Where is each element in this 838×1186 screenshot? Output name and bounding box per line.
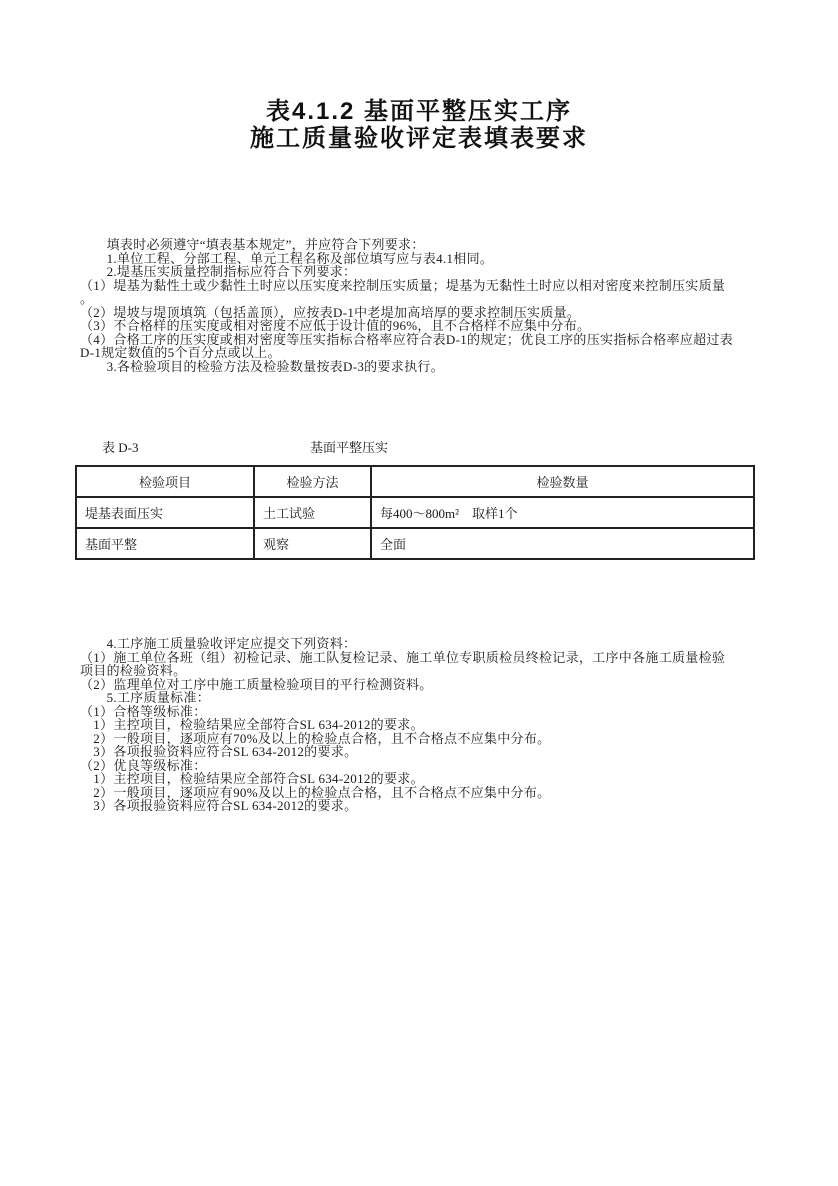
requirement-paragraphs <box>80 637 785 813</box>
intro-paragraphs <box>80 238 785 373</box>
text-line: D-1规定数值的5个百分点或以上。 <box>80 345 281 360</box>
title-line-1: 表4.1.2 基面平整压实工序 <box>265 98 573 125</box>
table-cell: 土工试验 <box>254 497 371 528</box>
text-line: 2）一般项目，逐项应有70%及以上的检验点合格，且不合格点不应集中分布。 <box>80 730 551 746</box>
table-header-cell: 检验数量 <box>371 466 754 497</box>
table-cell: 堤基表面压实 <box>76 497 254 528</box>
table-label: 表 D-3 <box>102 440 139 455</box>
table-row <box>76 528 754 559</box>
text-line: （4）合格工序的压实度或相对密度等压实指标合格率应符合表D-1的规定；优良工序的压实指标合格率应超过表 <box>80 331 734 347</box>
table-header-cell: 检验方法 <box>254 466 371 497</box>
table-cell: 每400～800m² 取样1个 <box>371 497 754 528</box>
inspection-table <box>75 465 755 560</box>
text-line: 1.单位工程、分部工程、单元工程名称及部位填写应与表4.1相同。 <box>80 250 494 266</box>
title-line-2: 施工质量验收评定表填表要求 <box>250 125 588 152</box>
text-line: （2）堤坡与堤顶填筑（包括盖顶），应按表D-1中老堤加高培厚的要求控制压实质量。 <box>80 304 581 320</box>
table-caption-row <box>80 441 758 456</box>
table-header-row <box>76 466 754 497</box>
text-line: 1）主控项目，检验结果应全部符合SL 634-2012的要求。 <box>80 717 424 732</box>
table-cell: 基面平整 <box>76 528 254 559</box>
table-header-cell: 检验项目 <box>76 466 254 497</box>
text-line: （3）不合格样的压实度或相对密度不应低于设计值的96%，且不合格样不应集中分布。 <box>80 318 591 333</box>
text-line: 4.工序施工质量验收评定应提交下列资料： <box>80 636 357 651</box>
text-line: （1）堤基为黏性土或少黏性土时应以压实度来控制压实质量；堤基为无黏性土时应以相对密度来控制压实质量 <box>80 277 726 293</box>
table-cell: 全面 <box>371 528 754 559</box>
table-row <box>76 497 754 528</box>
text-line: 项目的检验资料。 <box>80 663 187 678</box>
text-line: 。 <box>80 291 94 306</box>
text-line: 3）各项报验资料应符合SL 634-2012的要求。 <box>80 798 358 813</box>
text-line: 1）主控项目，检验结果应全部符合SL 634-2012的要求。 <box>80 771 424 786</box>
text-line: 3.各检验项目的检验方法及检验数量按表D-3的要求执行。 <box>80 358 444 374</box>
text-line: 3）各项报验资料应符合SL 634-2012的要求。 <box>80 744 358 759</box>
text-line: 5.工序质量标准： <box>80 690 211 705</box>
text-line: 2）一般项目，逐项应有90%及以上的检验点合格，且不合格点不应集中分布。 <box>80 784 551 800</box>
text-line: （1）合格等级标准： <box>80 703 207 719</box>
text-line: （2）优良等级标准： <box>80 757 207 773</box>
document-title <box>0 98 838 152</box>
text-line: （1）施工单位各班（组）初检记录、施工队复检记录、施工单位专职质检员终检记录，工序中各施工质量检验 <box>80 649 726 665</box>
text-line: （2）监理单位对工序中施工质量检验项目的平行检测资料。 <box>80 676 433 692</box>
table-cell: 观察 <box>254 528 371 559</box>
text-line: 2.堤基压实质量控制指标应符合下列要求： <box>80 264 357 279</box>
table-caption: 基面平整压实 <box>310 440 389 455</box>
text-line: 填表时必须遵守“填表基本规定”，并应符合下列要求： <box>80 237 425 252</box>
